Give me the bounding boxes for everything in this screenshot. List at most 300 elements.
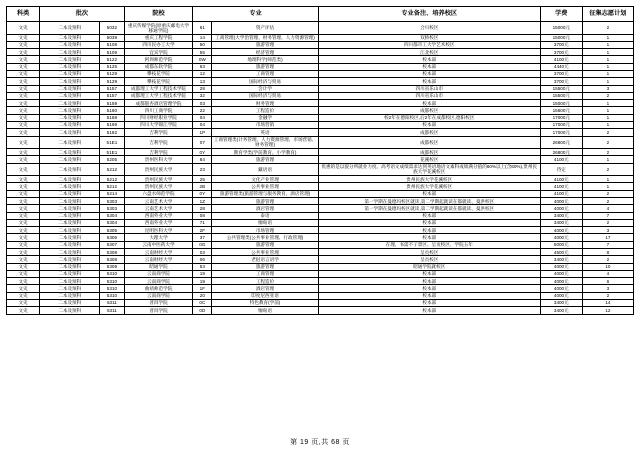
cell-pici: 二本及预科 <box>40 56 100 63</box>
cell-kelei: 文史 <box>7 70 40 77</box>
cell-tuition: 3400元 <box>540 212 582 219</box>
cell-tuition: 15500元 <box>540 92 582 99</box>
cell-school-code: 5125 <box>100 63 124 70</box>
cell-school-code: 5168 <box>100 114 124 121</box>
cell-tuition: 4000元 <box>540 285 582 292</box>
cell-school-code: 5311 <box>100 299 124 306</box>
cell-plan-count: 1 <box>582 176 633 183</box>
cell-pici: 二本及预科 <box>40 299 100 306</box>
cell-kelei: 文史 <box>7 299 40 306</box>
cell-school-name: 吉利学院 <box>124 129 193 136</box>
cell-school-code: 5182 <box>100 129 124 136</box>
cell-school-name: 贵州民族大学 <box>124 176 193 183</box>
cell-school-name: 攀枝花学院 <box>124 78 193 85</box>
cell-kelei: 文史 <box>7 149 40 156</box>
cell-school-name: 阿坝师范学院 <box>124 56 193 63</box>
cell-school-name: 贵州民族大学 <box>124 183 193 190</box>
cell-remark-campus: 校2年在德阳校区,后2年在成都校区,德阳校区 <box>318 114 540 121</box>
cell-school-name: 西南外业大学 <box>124 212 193 219</box>
cell-tuition: 3400元 <box>540 307 582 314</box>
cell-kelei: 文史 <box>7 92 40 99</box>
cell-school-name: 成都东软学院 <box>124 63 193 70</box>
table-row <box>7 34 634 41</box>
cell-major-name: 旅游管理 <box>212 63 319 70</box>
table-row <box>7 249 634 256</box>
cell-tuition: 3700元 <box>540 49 582 56</box>
cell-major-name: 藏语语 <box>212 163 319 176</box>
cell-major-name: 印度尼西亚语 <box>212 292 319 299</box>
cell-school-code: 5212 <box>100 176 124 183</box>
cell-school-code: 51E1 <box>100 149 124 156</box>
cell-major-code: 08 <box>193 212 212 219</box>
cell-major-name: 地理科学(师范类) <box>212 56 319 63</box>
cell-plan-count: 1 <box>582 100 633 107</box>
table-row <box>7 278 634 285</box>
cell-kelei: 文史 <box>7 212 40 219</box>
cell-school-name: 四川财经职业学院 <box>124 114 193 121</box>
cell-major-name: 缅甸语 <box>212 219 319 226</box>
column-header-beizhu: 专业备注、培养校区 <box>318 7 540 22</box>
cell-kelei: 文史 <box>7 156 40 163</box>
cell-major-code: 13 <box>193 78 212 85</box>
cell-pici: 二本及预科 <box>40 63 100 70</box>
cell-kelei: 文史 <box>7 114 40 121</box>
cell-pici: 二本及预科 <box>40 107 100 114</box>
cell-school-code: 5304 <box>100 212 124 219</box>
cell-remark-campus: 呈贡校区 <box>318 256 540 263</box>
cell-school-name: 云南商学院 <box>124 278 193 285</box>
cell-kelei: 文史 <box>7 49 40 56</box>
cell-school-code: 5109 <box>100 49 124 56</box>
cell-tuition: 4100元 <box>540 156 582 163</box>
cell-kelei: 文史 <box>7 249 40 256</box>
table-row <box>7 92 634 99</box>
cell-plan-count: 2 <box>582 219 633 226</box>
cell-remark-campus: 校本部 <box>318 70 540 77</box>
cell-remark-campus: 贵州民族大学花溪校区 <box>318 183 540 190</box>
cell-major-code: 04 <box>193 114 212 121</box>
cell-plan-count: 2 <box>582 292 633 299</box>
cell-school-code: 5212 <box>100 163 124 176</box>
cell-school-name: 吉利学院 <box>124 149 193 156</box>
cell-tuition: 4000元 <box>540 198 582 205</box>
cell-major-name: 旅游管理 <box>212 198 319 205</box>
cell-kelei: 文史 <box>7 78 40 85</box>
cell-pici: 二本及预科 <box>40 156 100 163</box>
cell-school-name: 重庆工程学院 <box>124 34 193 41</box>
cell-pici: 二本及预科 <box>40 219 100 226</box>
cell-school-code: 5310 <box>100 278 124 285</box>
cell-major-code: 0D <box>193 307 212 314</box>
cell-plan-count: 7 <box>582 212 633 219</box>
cell-plan-count: 2 <box>582 190 633 197</box>
cell-school-code: 5122 <box>100 56 124 63</box>
cell-major-name: 金融学 <box>212 114 319 121</box>
cell-remark-campus: 校本部 <box>318 100 540 107</box>
cell-major-name: 经济管理 <box>212 49 319 56</box>
cell-tuition: 3400元 <box>540 299 582 306</box>
cell-plan-count: 2 <box>582 198 633 205</box>
table-row <box>7 129 634 136</box>
cell-plan-count: 3 <box>582 227 633 234</box>
cell-plan-count: 14 <box>582 299 633 306</box>
cell-major-code: 63 <box>193 63 212 70</box>
cell-major-code: 19 <box>193 278 212 285</box>
cell-tuition: 15500元 <box>540 85 582 92</box>
cell-pici: 二本及预科 <box>40 100 100 107</box>
cell-plan-count: 1 <box>582 41 633 48</box>
cell-kelei: 文史 <box>7 241 40 248</box>
cell-major-code: 23 <box>193 163 212 176</box>
cell-major-code: 28 <box>193 205 212 212</box>
table-row <box>7 307 634 314</box>
cell-plan-count: 1 <box>582 56 633 63</box>
cell-school-name: 成都银杏酒店管理学院 <box>124 100 193 107</box>
cell-kelei: 文史 <box>7 107 40 114</box>
table-row <box>7 234 634 241</box>
table-row <box>7 49 634 56</box>
cell-pici: 二本及预科 <box>40 85 100 92</box>
cell-major-code: 61 <box>193 22 212 35</box>
table-row <box>7 85 634 92</box>
cell-plan-count: 2 <box>582 149 633 156</box>
cell-school-code: 5308 <box>100 249 124 256</box>
cell-major-name: 文化产业管理 <box>212 176 319 183</box>
cell-school-name: 六盘水师范学院 <box>124 190 193 197</box>
cell-major-name: 国际经济与贸易 <box>212 78 319 85</box>
cell-major-name: 会计学 <box>212 85 319 92</box>
cell-remark-campus: 合川校区 <box>318 22 540 35</box>
column-header-yuanxiao: 院校 <box>124 7 193 22</box>
cell-school-code: 5310 <box>100 285 124 292</box>
cell-school-name: 吉利学院 <box>124 136 193 149</box>
cell-plan-count: 10 <box>582 263 633 270</box>
cell-remark-campus: 四川省乐山市 <box>318 85 540 92</box>
cell-school-code: 51E1 <box>100 136 124 149</box>
cell-school-code: 5039 <box>100 34 124 41</box>
cell-kelei: 文史 <box>7 307 40 314</box>
cell-pici: 二本及预科 <box>40 241 100 248</box>
table-row <box>7 263 634 270</box>
cell-major-code: 2F <box>193 227 212 234</box>
cell-pici: 二本及预科 <box>40 263 100 270</box>
cell-kelei: 文史 <box>7 183 40 190</box>
cell-school-code: 5160 <box>100 107 124 114</box>
cell-tuition: 3700元 <box>540 78 582 85</box>
cell-plan-count: 1 <box>582 156 633 163</box>
cell-pici: 二本及预科 <box>40 307 100 314</box>
cell-kelei: 文史 <box>7 176 40 183</box>
cell-tuition: 待定 <box>540 163 582 176</box>
cell-pici: 二本及预科 <box>40 78 100 85</box>
cell-kelei: 文史 <box>7 34 40 41</box>
cell-pici: 二本及预科 <box>40 227 100 234</box>
cell-plan-count: 1 <box>582 121 633 128</box>
cell-pici: 二本及预科 <box>40 34 100 41</box>
cell-school-name: 云南商学院 <box>124 292 193 299</box>
cell-plan-count: 1 <box>582 49 633 56</box>
cell-tuition: 17000元 <box>540 114 582 121</box>
cell-remark-campus: 校本部 <box>318 299 540 306</box>
cell-major-name: 市场管理 <box>212 227 319 234</box>
cell-remark-campus: 校本部 <box>318 219 540 226</box>
cell-tuition: 5000元 <box>540 241 582 248</box>
cell-pici: 二本及预科 <box>40 234 100 241</box>
cell-school-code: 5303 <box>100 205 124 212</box>
cell-major-code: 1Z <box>193 198 212 205</box>
column-header-zhuanye: 专业 <box>193 7 318 22</box>
cell-school-name: 成都理工大学工程技术学院 <box>124 92 193 99</box>
table-row <box>7 205 634 212</box>
table-row <box>7 63 634 70</box>
cell-tuition: 4100元 <box>540 56 582 63</box>
cell-plan-count: 2 <box>582 22 633 35</box>
cell-tuition: 4000元 <box>540 205 582 212</box>
cell-school-name: 贵州民族大学 <box>124 163 193 176</box>
cell-pici: 二本及预科 <box>40 256 100 263</box>
cell-school-code: 5307 <box>100 241 124 248</box>
table-row <box>7 256 634 263</box>
cell-kelei: 文史 <box>7 129 40 136</box>
cell-tuition: 4500元 <box>540 249 582 256</box>
column-header-kelei: 科类 <box>7 7 40 22</box>
cell-tuition: 3700元 <box>540 41 582 48</box>
cell-school-name: 云南财经大学 <box>124 249 193 256</box>
cell-tuition: 4440元 <box>540 63 582 70</box>
cell-pici: 二本及预科 <box>40 198 100 205</box>
cell-plan-count: 4 <box>582 270 633 277</box>
cell-major-name: 工商管理类(计务管理、人力资源管理、市场营销、财务管理) <box>213 137 317 148</box>
cell-major-code: 04 <box>193 121 212 128</box>
cell-pici: 二本及预科 <box>40 22 100 35</box>
cell-school-code: 5311 <box>100 307 124 314</box>
cell-remark-campus: 校本部 <box>318 63 540 70</box>
cell-tuition: 26800元 <box>540 149 582 156</box>
cell-kelei: 文史 <box>7 136 40 149</box>
cell-school-code: 5212 <box>100 183 124 190</box>
cell-tuition: 4000元 <box>540 234 582 241</box>
cell-tuition: 4000元 <box>540 227 582 234</box>
cell-school-code: 5157 <box>100 92 124 99</box>
table-row <box>7 22 634 35</box>
cell-tuition: 4000元 <box>540 292 582 299</box>
cell-tuition: 4000元 <box>540 278 582 285</box>
cell-major-code: 0W <box>193 56 212 63</box>
cell-remark-campus: 成都校区 <box>318 107 540 114</box>
cell-tuition: 15000元 <box>540 22 582 35</box>
cell-school-name: 云南艺术大学 <box>124 205 193 212</box>
cell-major-code: 2B <box>193 183 212 190</box>
cell-major-name: 旅游管理 <box>212 241 319 248</box>
cell-plan-count: 2 <box>582 163 633 176</box>
cell-school-code: 5157 <box>100 85 124 92</box>
cell-school-code: 5129 <box>100 78 124 85</box>
cell-kelei: 文史 <box>7 163 40 176</box>
cell-major-name: 资产评估 <box>212 22 319 35</box>
table-row <box>7 163 634 176</box>
cell-pici: 二本及预科 <box>40 183 100 190</box>
cell-major-code: 84 <box>193 156 212 163</box>
cell-school-code: 5169 <box>100 121 124 128</box>
cell-tuition: 15000元 <box>540 100 582 107</box>
cell-pici: 二本及预科 <box>40 114 100 121</box>
table-row <box>7 107 634 114</box>
cell-kelei: 文史 <box>7 227 40 234</box>
cell-plan-count: 2 <box>582 92 633 99</box>
table-row <box>7 41 634 48</box>
cell-kelei: 文史 <box>7 41 40 48</box>
cell-major-name: 旅游管理类(旅游管理与服务教育、酒店管理) <box>212 190 319 197</box>
cell-plan-count: 6 <box>582 278 633 285</box>
table-body <box>7 22 634 315</box>
cell-major-code: 06 <box>193 256 212 263</box>
cell-plan-count: 7 <box>582 241 633 248</box>
cell-kelei: 文史 <box>7 256 40 263</box>
cell-tuition: 15600元 <box>540 107 582 114</box>
cell-major-name: 特色教育(学前) <box>212 299 319 306</box>
cell-tuition: 4000元 <box>540 263 582 270</box>
cell-pici: 二本及预科 <box>40 278 100 285</box>
table-row <box>7 285 634 292</box>
cell-major-code: 19 <box>193 270 212 277</box>
cell-major-name: 缅甸语 <box>212 307 319 314</box>
cell-plan-count: 1 <box>582 70 633 77</box>
cell-kelei: 文史 <box>7 56 40 63</box>
cell-major-code: 12 <box>193 70 212 77</box>
cell-kelei: 文史 <box>7 292 40 299</box>
cell-plan-count: 8 <box>582 249 633 256</box>
cell-major-code: 28 <box>193 85 212 92</box>
cell-pici: 二本及预科 <box>40 270 100 277</box>
cell-school-name: 宜宾学院 <box>124 49 193 56</box>
cell-remark-campus: 成都校区 <box>318 136 540 149</box>
cell-school-name: 成都理工大学工程技术学院 <box>124 85 193 92</box>
cell-remark-campus: 校本部 <box>318 234 540 241</box>
cell-plan-count: 1 <box>582 114 633 121</box>
cell-major-code: 32 <box>193 92 212 99</box>
cell-major-code: 25 <box>193 176 212 183</box>
cell-kelei: 文史 <box>7 63 40 70</box>
cell-remark-campus: 校本部 <box>318 121 540 128</box>
cell-school-code: 5310 <box>100 292 124 299</box>
cell-tuition: 4100元 <box>540 190 582 197</box>
cell-tuition: 4000元 <box>540 270 582 277</box>
page-footer: 第 19 页,共 68 页 <box>290 439 350 446</box>
cell-remark-campus: 花溪校区 <box>318 156 540 163</box>
cell-kelei: 文史 <box>7 219 40 226</box>
cell-remark-campus: 校本部 <box>318 227 540 234</box>
cell-kelei: 文史 <box>7 22 40 35</box>
table-row <box>7 190 634 197</box>
cell-pici: 二本及预科 <box>40 41 100 48</box>
cell-remark-campus: 江北校区 <box>318 49 540 56</box>
cell-kelei: 文史 <box>7 234 40 241</box>
cell-kelei: 文史 <box>7 85 40 92</box>
cell-tuition: 26800元 <box>540 136 582 149</box>
cell-major-name: 酒店管理 <box>212 205 319 212</box>
cell-remark-campus: 贵州民族大学花溪校区 <box>318 176 540 183</box>
cell-plan-count: 17 <box>582 234 633 241</box>
cell-school-name: 云南中医药大学 <box>124 241 193 248</box>
cell-school-name: 普洱学院 <box>124 307 193 314</box>
table-row <box>7 241 634 248</box>
cell-major-name: 旅游管理 <box>212 263 319 270</box>
cell-pici: 二本及预科 <box>40 136 100 149</box>
cell-kelei: 文史 <box>7 121 40 128</box>
cell-plan-count: 1 <box>582 34 633 41</box>
cell-remark-campus: 校本部 <box>318 285 540 292</box>
cell-plan-count: 1 <box>582 183 633 190</box>
cell-kelei: 文史 <box>7 278 40 285</box>
cell-school-name: 重庆传媒学院(原重庆邮电大学移通学院) <box>124 22 193 35</box>
table-row <box>7 136 634 149</box>
cell-plan-count: 12 <box>582 307 633 314</box>
cell-school-code: 5214 <box>100 190 124 197</box>
cell-school-code: 5304 <box>100 219 124 226</box>
cell-major-code: 53 <box>193 263 212 270</box>
cell-pici: 二本及预科 <box>40 176 100 183</box>
cell-school-name: 昆明医科大学 <box>124 227 193 234</box>
cell-major-name: 旅游管理 <box>212 41 319 48</box>
cell-major-name: 公共事业管理 <box>212 249 319 256</box>
cell-remark-campus: 校本部 <box>318 56 540 63</box>
column-header-jihua: 征集志愿计划 <box>582 7 633 22</box>
cell-major-code: 22 <box>193 107 212 114</box>
cell-major-name: 老挝语言语学 <box>212 256 319 263</box>
cell-major-code: 71 <box>193 219 212 226</box>
cell-pici: 二本及预科 <box>40 285 100 292</box>
cell-remark-campus: 校本部 <box>318 270 540 277</box>
cell-school-code: 5303 <box>100 198 124 205</box>
table-row <box>7 70 634 77</box>
cell-major-code: 0G <box>193 241 212 248</box>
cell-school-name: 昭通学院 <box>124 263 193 270</box>
cell-major-name: 工商管理 <box>212 270 319 277</box>
cell-school-name: 曲靖师范学院 <box>124 285 193 292</box>
cell-major-code: 07 <box>193 136 212 149</box>
cell-school-code: 5159 <box>100 100 124 107</box>
cell-remark-campus: 四川省乐山市 <box>318 92 540 99</box>
cell-remark-campus: 第一学期在曼德玛校区就读,第二学期起就读在都就读、曼洪校区 <box>318 205 540 212</box>
cell-school-code: 5205 <box>100 156 124 163</box>
cell-school-code: 5309 <box>100 263 124 270</box>
cell-major-name: 市场营销 <box>212 121 319 128</box>
cell-school-name: 西南外业大学 <box>124 219 193 226</box>
cell-major-name: 旅游管理 <box>212 156 319 163</box>
cell-tuition: 3400元 <box>540 256 582 263</box>
cell-remark-campus: 校本部 <box>318 278 540 285</box>
cell-remark-campus: 昭通学院就校区 <box>318 263 540 270</box>
column-header-pici: 批次 <box>40 7 124 22</box>
cell-pici: 二本及预科 <box>40 190 100 197</box>
cell-major-code: 37 <box>193 234 212 241</box>
table-row <box>7 219 634 226</box>
table-header-row <box>7 7 634 22</box>
cell-remark-campus: 成都校区 <box>318 129 540 136</box>
cell-school-name: 云南艺术大学 <box>124 198 193 205</box>
cell-school-code: 5305 <box>100 227 124 234</box>
admission-plan-table <box>6 6 634 315</box>
cell-school-name: 四川民办工大学 <box>124 41 193 48</box>
cell-school-name: 云南商学院 <box>124 270 193 277</box>
cell-plan-count: 2 <box>582 256 633 263</box>
cell-major-code: 1F <box>193 285 212 292</box>
table-row <box>7 292 634 299</box>
table-row <box>7 100 634 107</box>
cell-pici: 二本及预科 <box>40 70 100 77</box>
cell-remark-campus: 双桥校区 <box>318 34 540 41</box>
cell-school-code: 5306 <box>100 234 124 241</box>
